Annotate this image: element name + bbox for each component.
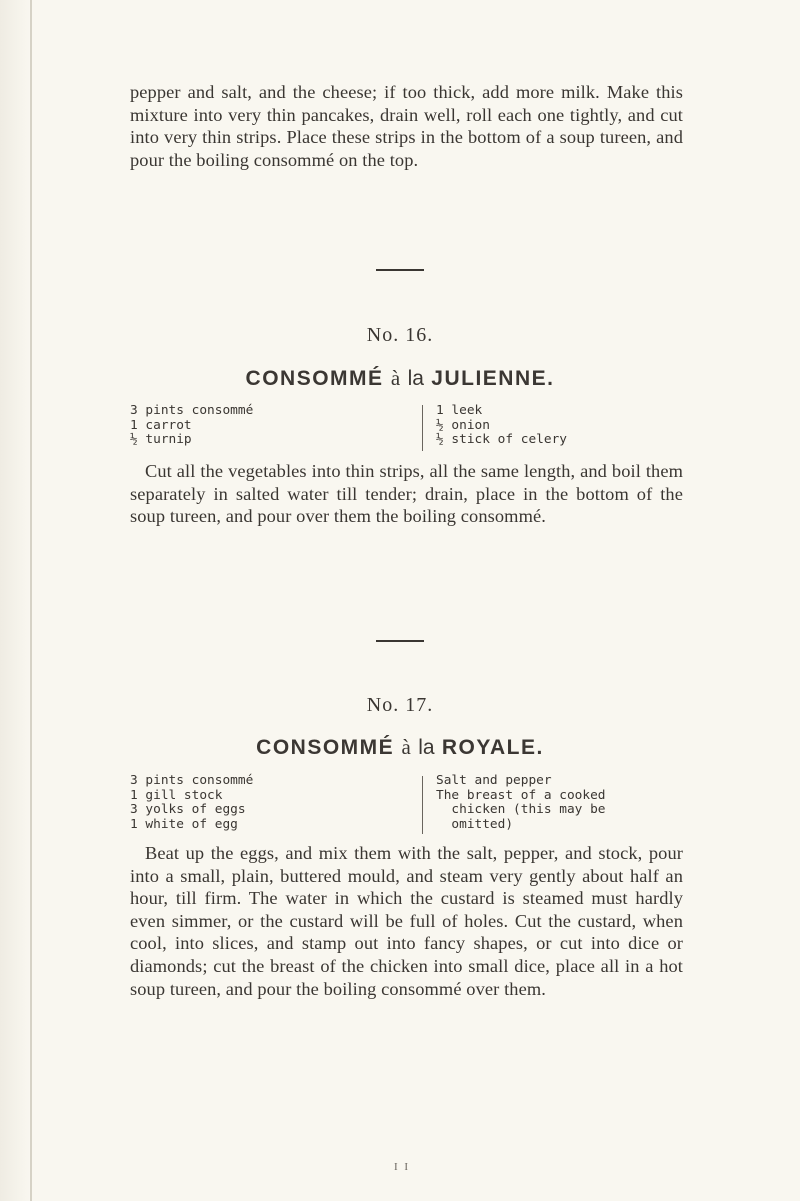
recipe-title-a: à	[390, 366, 401, 390]
recipe-method: Cut all the vegetables into thin strips, all the same length, and boil them separately in salted water till tender; drain, place in the bottom of the soup tureen, and pour over them the boiling consommé.	[130, 461, 683, 527]
recipe-title-end: JULIENNE.	[431, 367, 555, 390]
ingredient-item: Salt and pepper	[436, 773, 552, 788]
ingredient-item: 1 carrot	[130, 417, 192, 433]
ingredients-right	[436, 774, 683, 832]
recipe-method: Beat up the eggs, and mix them with the salt, pepper, and stock, pour into a small, plain, buttered mould, and steam very gently about half an hour, till firm. The water in which the custard is steamed must hardly even simmer, or the custard will be full of holes. Cut the custard, when cool, into slices, and stamp out into fancy shapes, or cut into dice or diamonds; cut the breast of the chicken into small dice, place all in a hot soup tureen, and pour the boiling consommé over them.	[130, 843, 683, 999]
ingredient-item: 3 pints consommé	[130, 403, 254, 418]
recipe-title-main: CONSOMMÉ	[256, 736, 395, 759]
intro-paragraph: pepper and salt, and the cheese; if too thick, add more milk. Make this mixture into very thin pancakes, drain well, roll each one tightly, and cut into very thin strips. Place these strips in the bottom of a soup tureen, and pour the boiling consommé on the top.	[130, 82, 683, 170]
recipe-title	[0, 366, 800, 391]
recipe-number: No. 17.	[366, 694, 434, 716]
recipe-title-a: à	[401, 735, 411, 759]
recipe-title-la: la	[418, 736, 435, 759]
ingredient-item: chicken (this may be	[436, 802, 606, 818]
ingredients-left	[130, 774, 253, 832]
ingredient-item: The breast of a cooked	[436, 787, 606, 803]
ingredient-item: ½ stick of celery	[436, 432, 567, 448]
ingredient-item: 3 yolks of eggs	[130, 802, 246, 818]
ingredient-item: 1 white of egg	[130, 816, 238, 832]
ingredient-item: 1 leek	[436, 403, 483, 418]
ingredient-item: ½ turnip	[130, 432, 192, 448]
ingredient-item: omitted)	[436, 816, 514, 832]
ingredient-item: ½ onion	[436, 417, 490, 433]
ingredients-column-divider	[422, 776, 423, 834]
ingredients-right	[436, 404, 567, 448]
recipe-number: No. 16.	[366, 324, 434, 346]
page-number: I I	[394, 1161, 411, 1173]
recipe-title-end: ROYALE.	[441, 736, 544, 759]
section-divider-rule	[376, 640, 424, 642]
ingredients-left	[130, 404, 253, 448]
section-divider-rule	[376, 269, 424, 271]
ingredients-column-divider	[422, 405, 423, 451]
recipe-title	[0, 735, 800, 760]
recipe-title-la: la	[407, 367, 424, 390]
recipe-title-main: CONSOMMÉ	[245, 367, 384, 390]
ingredient-item: 3 pints consommé	[130, 773, 254, 788]
ingredient-item: 1 gill stock	[130, 787, 223, 803]
